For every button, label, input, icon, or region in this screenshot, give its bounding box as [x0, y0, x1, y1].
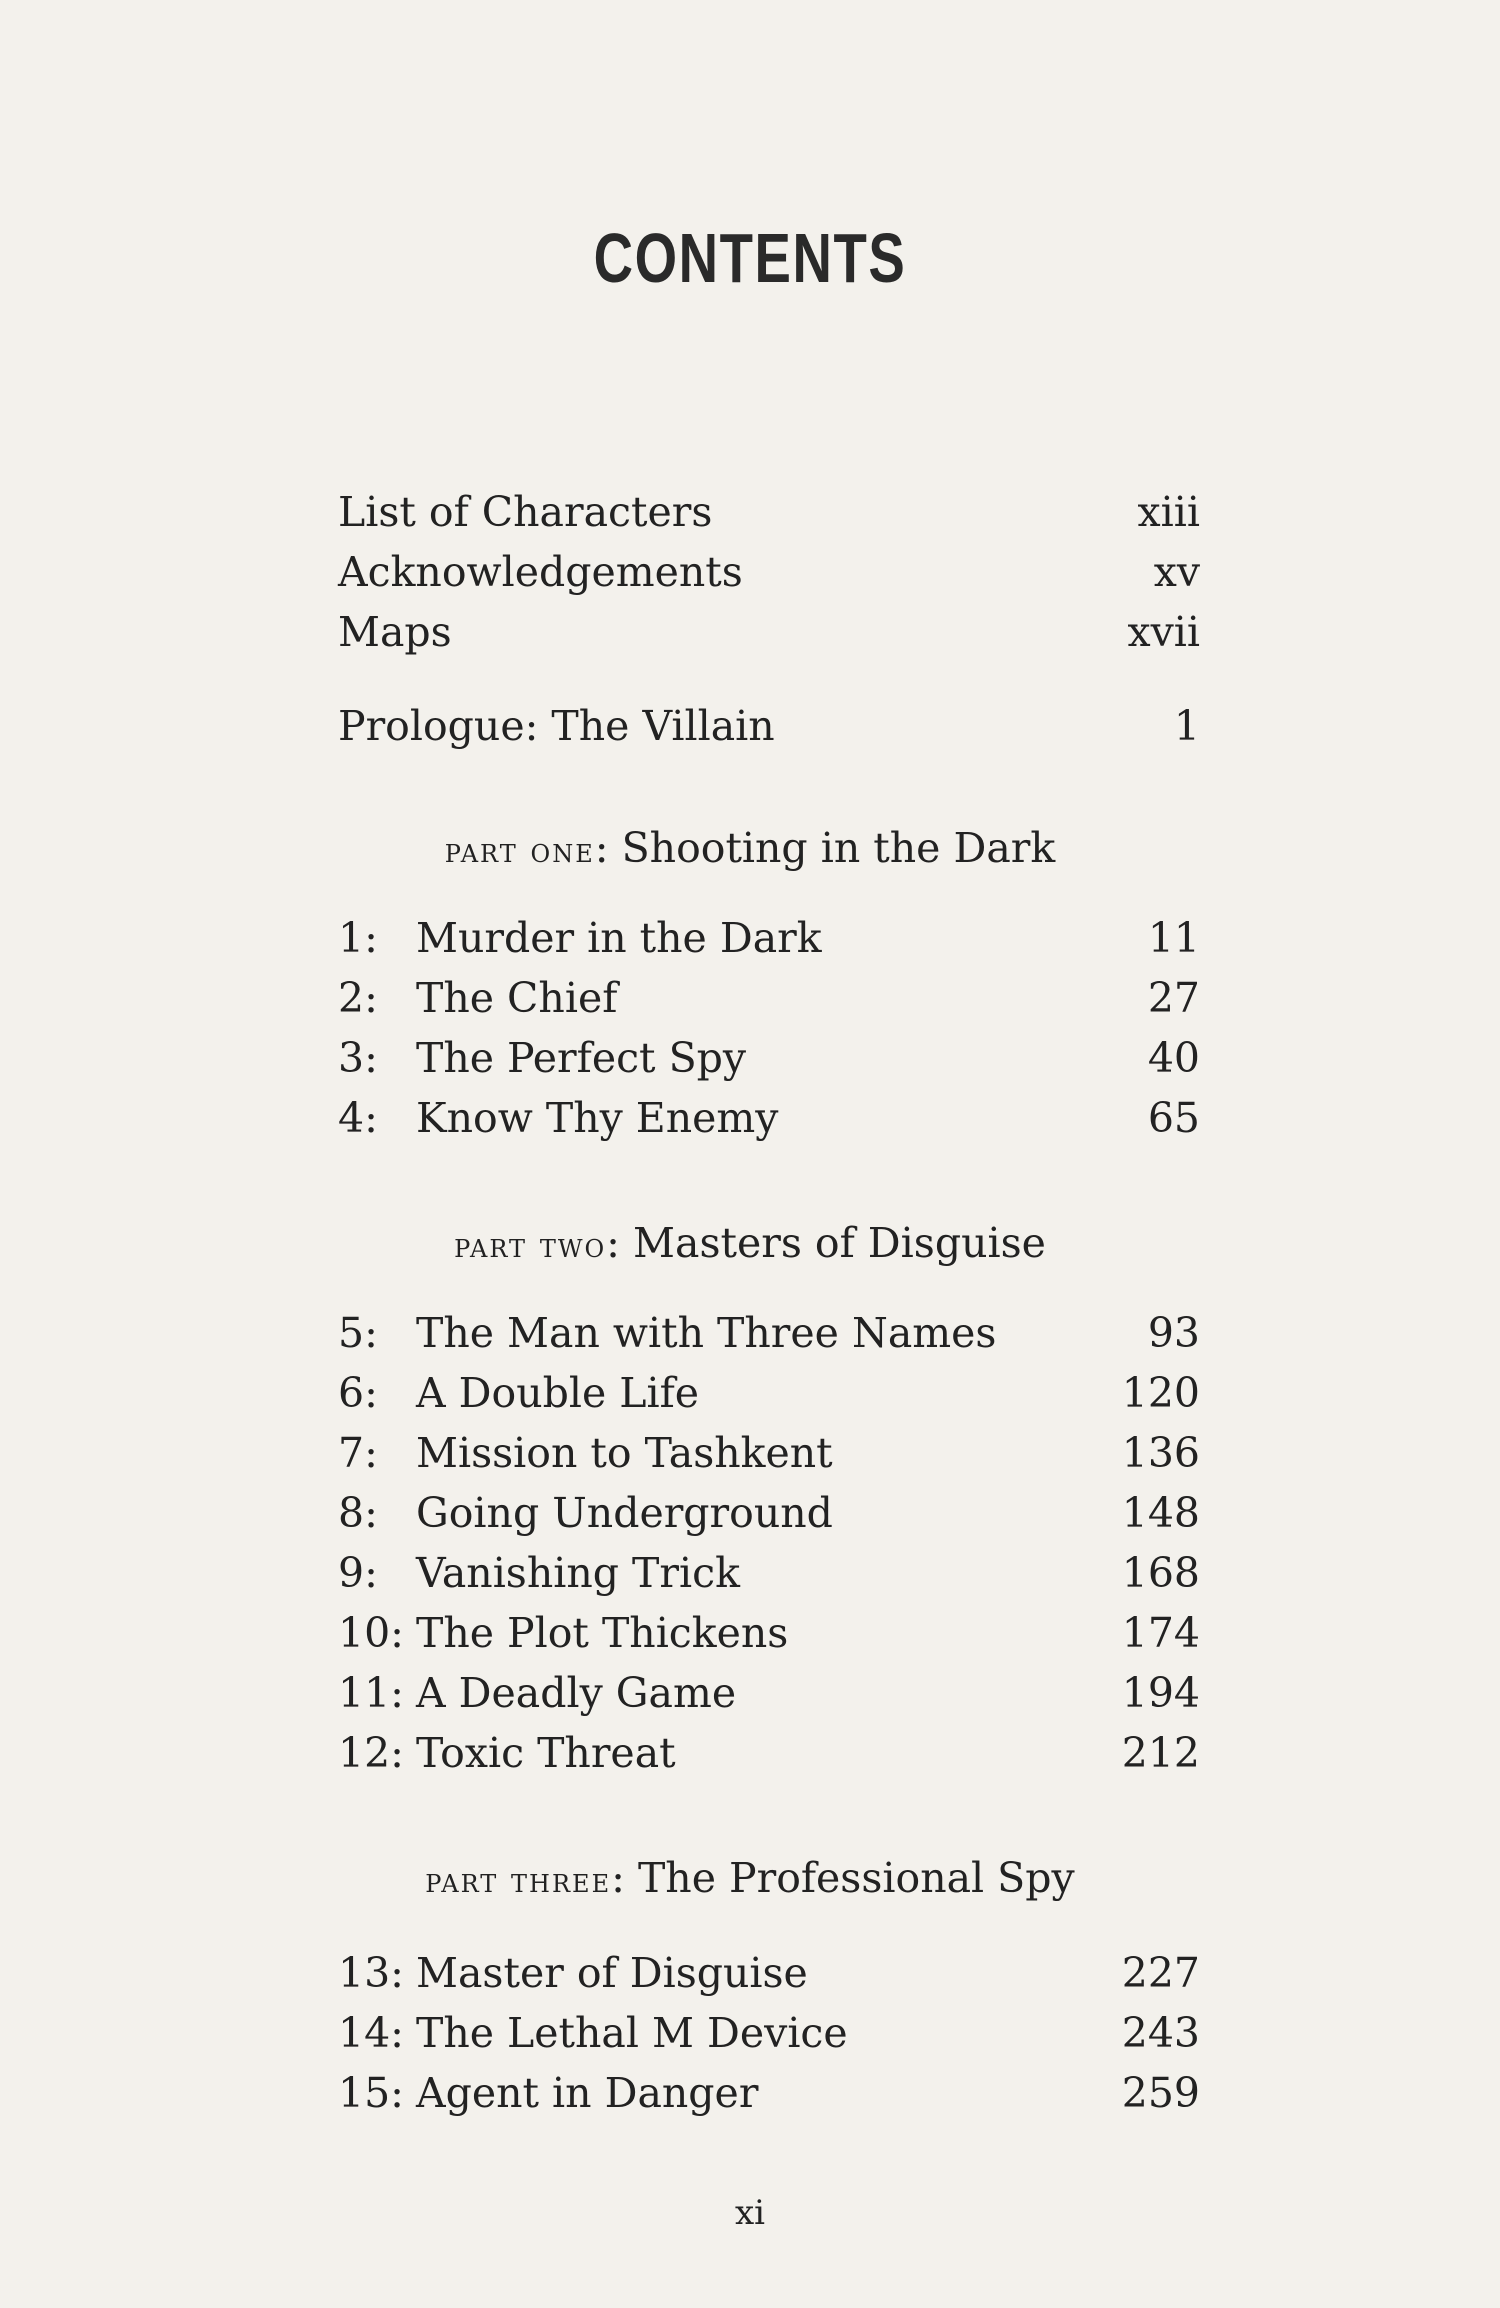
- chapter-page: 194: [1121, 1669, 1200, 1717]
- toc-entry-chapter: [338, 1543, 1200, 1603]
- part-heading-three: part three: The Professional Spy: [425, 1854, 1075, 1902]
- chapter-number: 11:: [338, 1669, 404, 1717]
- toc-entry-chapter: [338, 1363, 1200, 1423]
- entry-label: Maps: [338, 608, 452, 656]
- chapter-number: 14:: [338, 2009, 404, 2057]
- part-heading-two: part two: Masters of Disguise: [454, 1219, 1046, 1267]
- chapter-title: Mission to Tashkent: [416, 1429, 833, 1477]
- chapter-number: 1:: [338, 914, 378, 962]
- chapter-title: Going Underground: [416, 1489, 833, 1537]
- toc-entry-chapter: [338, 1088, 1200, 1148]
- part-title: Masters of Disguise: [633, 1219, 1046, 1267]
- chapter-number: 5:: [338, 1309, 378, 1357]
- entry-label: Prologue: The Villain: [338, 702, 775, 750]
- toc-entry-chapter: [338, 1028, 1200, 1088]
- toc-entry-prologue: [338, 696, 1200, 756]
- part-keyword: part three: [425, 1861, 612, 1901]
- toc-entry-chapter: [338, 2003, 1200, 2063]
- chapter-title: Toxic Threat: [416, 1729, 676, 1777]
- chapter-page: 243: [1121, 2009, 1200, 2057]
- chapter-number: 10:: [338, 1609, 404, 1657]
- chapter-page: 40: [1147, 1034, 1200, 1082]
- toc-entry-chapter: [338, 1483, 1200, 1543]
- entry-page: xv: [1153, 548, 1200, 596]
- toc-entry-chapter: [338, 1423, 1200, 1483]
- chapter-number: 6:: [338, 1369, 378, 1417]
- chapter-page: 168: [1121, 1549, 1200, 1597]
- part-keyword: part two: [454, 1226, 607, 1266]
- toc-entry-chapter: [338, 1723, 1200, 1783]
- chapter-page: 93: [1147, 1309, 1200, 1357]
- entry-label: List of Characters: [338, 488, 713, 536]
- part-heading-one: part one: Shooting in the Dark: [444, 824, 1056, 872]
- chapter-number: 15:: [338, 2069, 404, 2117]
- entry-page: xvii: [1127, 608, 1200, 656]
- chapter-page: 120: [1121, 1369, 1200, 1417]
- toc-entry-chapter: [338, 1663, 1200, 1723]
- entry-label: Acknowledgements: [338, 548, 743, 596]
- chapter-title: Murder in the Dark: [416, 914, 822, 962]
- chapter-title: A Deadly Game: [416, 1669, 737, 1717]
- toc-entry-chapter: [338, 2063, 1200, 2123]
- toc-entry-maps: [338, 602, 1200, 662]
- chapter-page: 11: [1147, 914, 1200, 962]
- chapter-title: Know Thy Enemy: [416, 1094, 779, 1142]
- page-number: xi: [734, 2193, 766, 2233]
- chapter-number: 2:: [338, 974, 378, 1022]
- part-title: The Professional Spy: [637, 1854, 1075, 1902]
- chapter-title: The Chief: [416, 974, 618, 1022]
- chapter-number: 9:: [338, 1549, 378, 1597]
- chapter-title: The Perfect Spy: [416, 1034, 747, 1082]
- chapter-title: The Plot Thickens: [416, 1609, 789, 1657]
- chapter-page: 174: [1121, 1609, 1200, 1657]
- toc-entry-chapter: [338, 1603, 1200, 1663]
- entry-page: xiii: [1137, 488, 1200, 536]
- chapter-page: 27: [1147, 974, 1200, 1022]
- chapter-title: Master of Disguise: [416, 1949, 808, 1997]
- toc-entry-acknowledgements: [338, 542, 1200, 602]
- toc-entry-chapter: [338, 968, 1200, 1028]
- toc-entry-chapter: [338, 1303, 1200, 1363]
- toc-entry-list-of-characters: [338, 482, 1200, 542]
- toc-entry-chapter: [338, 908, 1200, 968]
- chapter-page: 148: [1121, 1489, 1200, 1537]
- chapter-title: Vanishing Trick: [416, 1549, 740, 1597]
- chapter-number: 8:: [338, 1489, 378, 1537]
- chapter-page: 259: [1121, 2069, 1200, 2117]
- chapter-page: 65: [1147, 1094, 1200, 1142]
- chapter-page: 136: [1121, 1429, 1200, 1477]
- part-keyword: part one: [444, 831, 595, 871]
- chapter-title: A Double Life: [416, 1369, 700, 1417]
- chapter-number: 7:: [338, 1429, 378, 1477]
- chapter-number: 3:: [338, 1034, 378, 1082]
- toc-entry-chapter: [338, 1943, 1200, 2003]
- chapter-number: 4:: [338, 1094, 378, 1142]
- chapter-page: 227: [1121, 1949, 1200, 1997]
- page-title: CONTENTS: [593, 219, 907, 297]
- entry-page: 1: [1173, 702, 1200, 750]
- chapter-page: 212: [1121, 1729, 1200, 1777]
- chapter-title: Agent in Danger: [416, 2069, 759, 2117]
- chapter-number: 13:: [338, 1949, 404, 1997]
- chapter-title: The Man with Three Names: [416, 1309, 997, 1357]
- chapter-number: 12:: [338, 1729, 404, 1777]
- chapter-title: The Lethal M Device: [416, 2009, 848, 2057]
- part-title: Shooting in the Dark: [621, 824, 1056, 872]
